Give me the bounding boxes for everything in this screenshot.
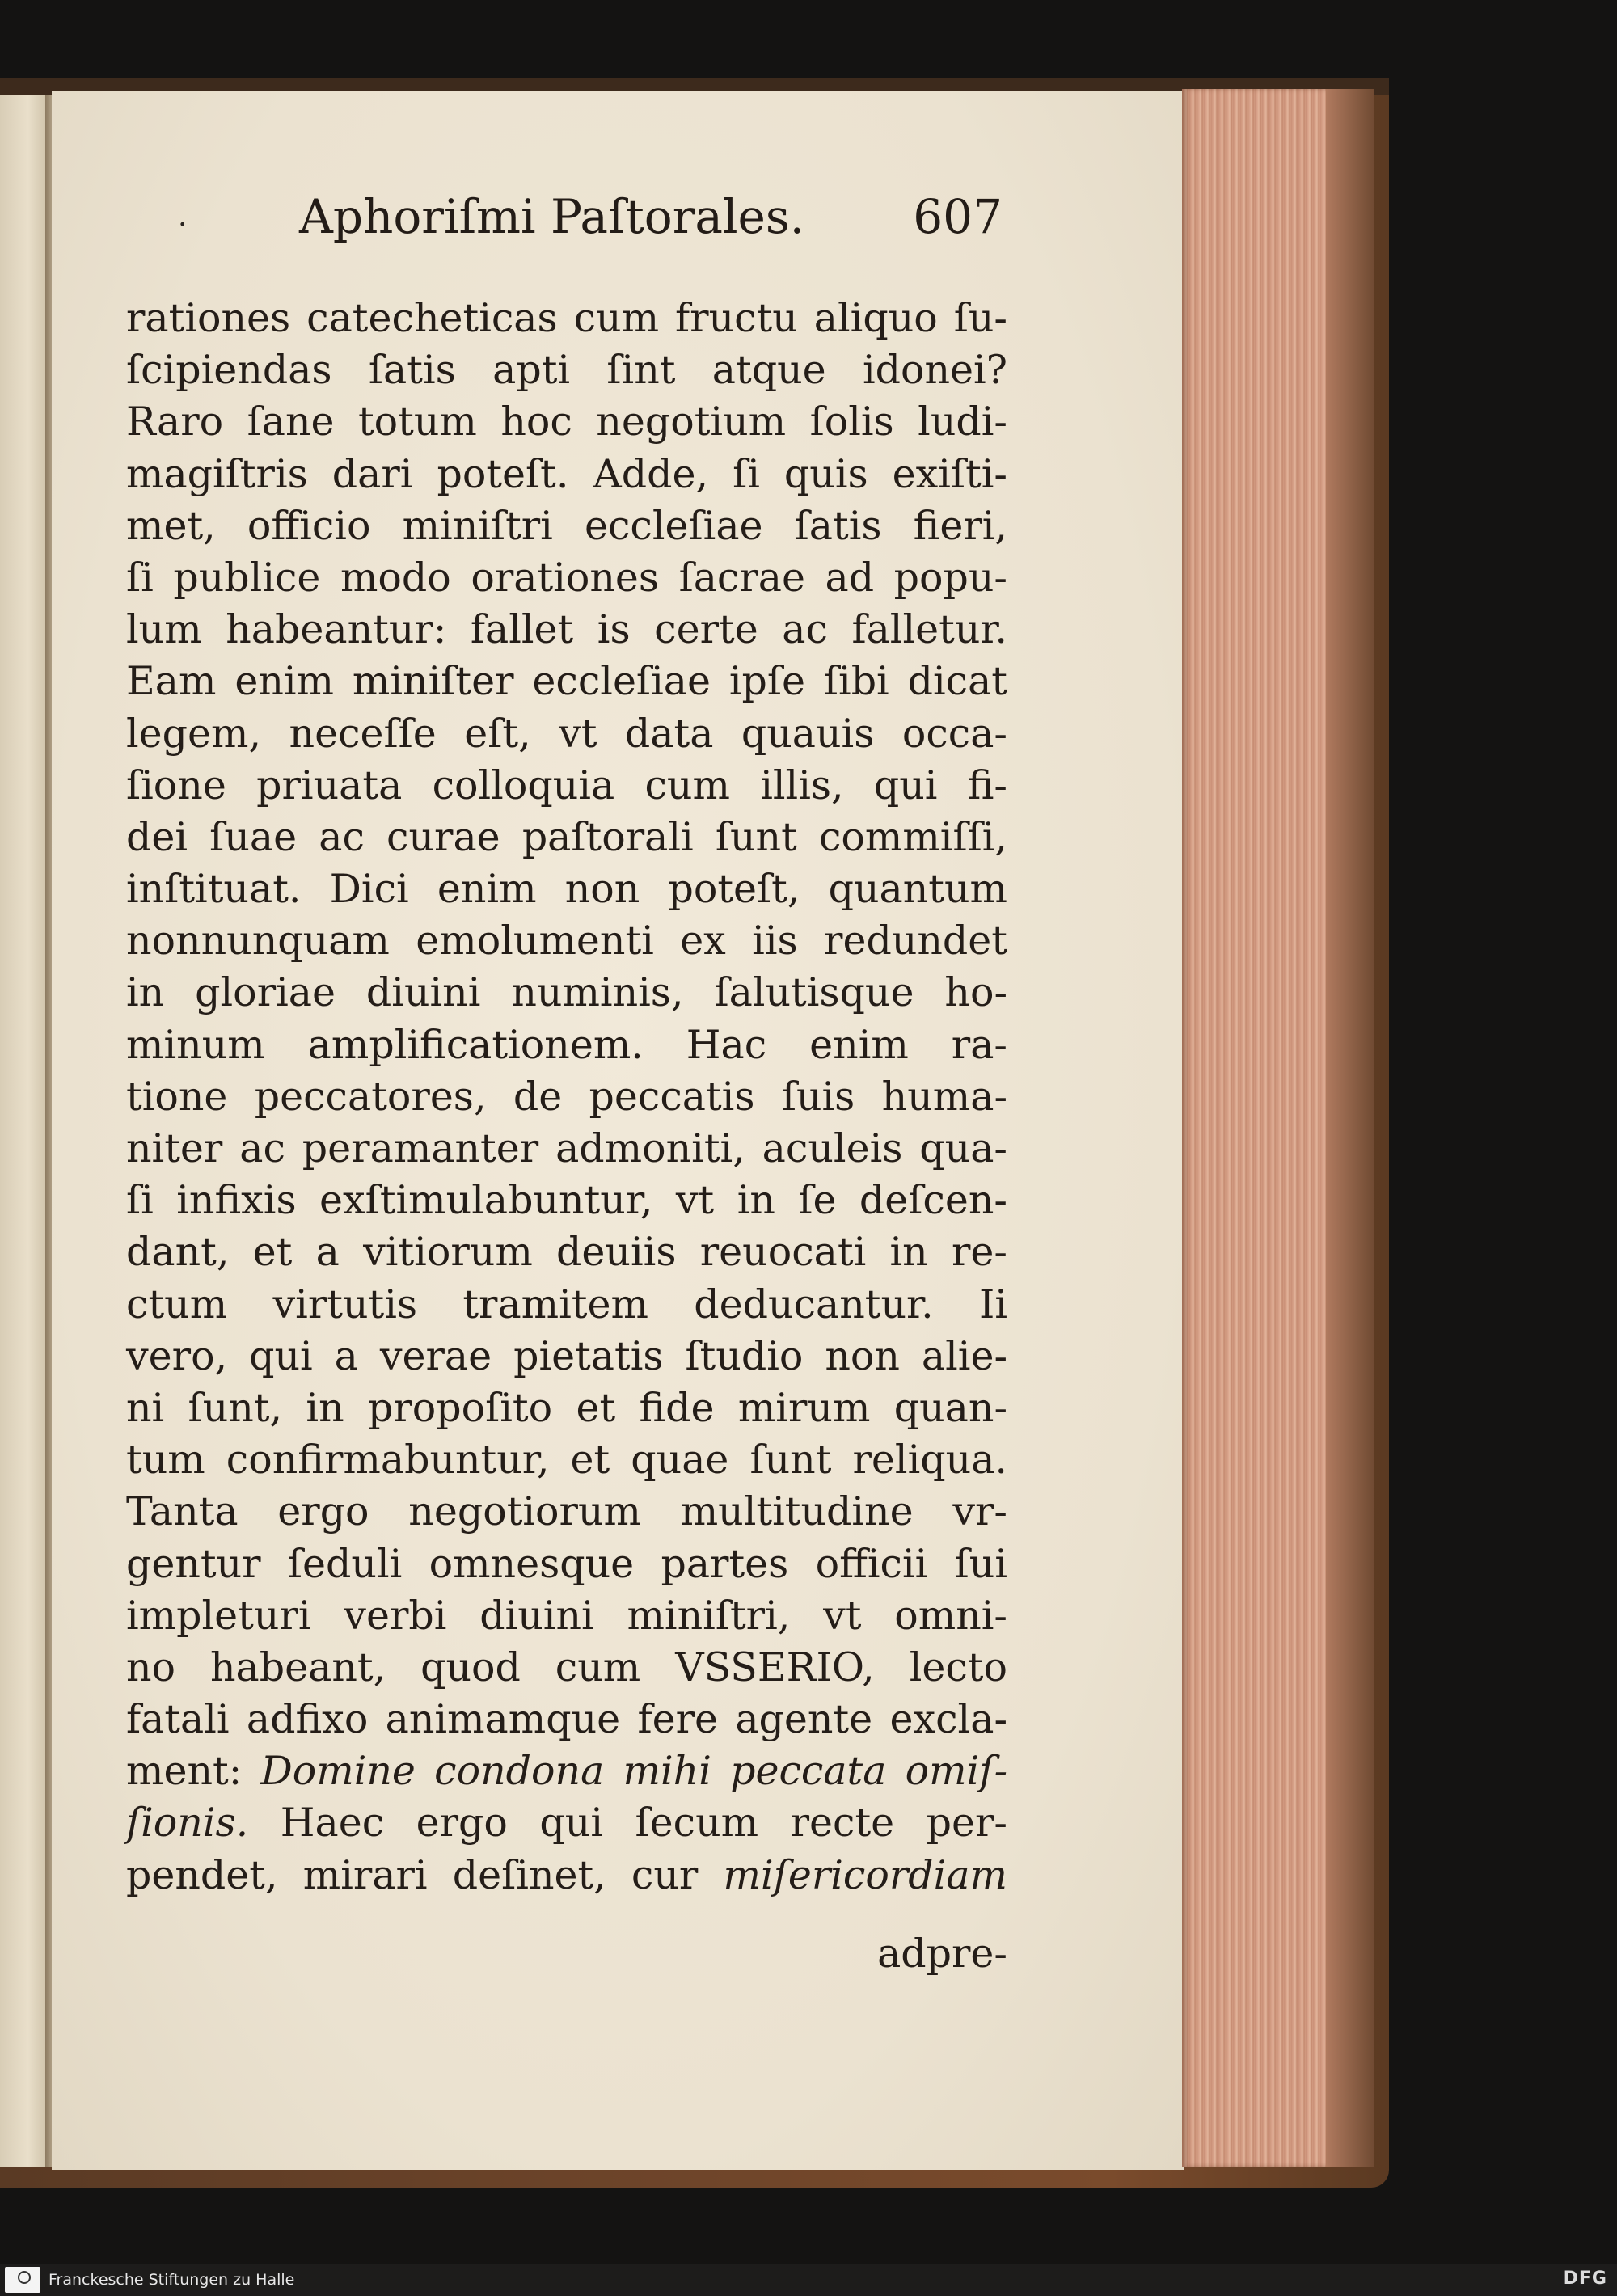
text-line: ſi infixis exſtimulabuntur, vt in ſe deſcen- (126, 1177, 1007, 1224)
page-number: 607 (913, 189, 1003, 244)
text-line (126, 1797, 1007, 1849)
text-line: impleturi verbi diuini miniſtri, vt omni- (126, 1592, 1007, 1639)
text-run: Haec ergo qui ſecum recte per- (248, 1800, 1007, 1847)
binding-edge (1326, 89, 1374, 2167)
text-line: gentur ſeduli omnesque partes officii ſui (126, 1540, 1007, 1587)
italic-quote: ſionis. (126, 1800, 249, 1847)
italic-word: miſericordiam (723, 1851, 1007, 1898)
text-line: ſione priuata colloquia cum illis, qui fi- (126, 762, 1007, 808)
running-header (129, 186, 1003, 251)
text-line (126, 1850, 1007, 1901)
text-line: dei ſuae ac curae paſtorali ſunt commiſſi, (126, 813, 1007, 860)
text-line: tum confirmabuntur, et quae ſunt reliqua. (126, 1437, 1007, 1484)
text-line: minum amplificationem. Hac enim ra- (126, 1021, 1007, 1068)
text-line: rationes catecheticas cum fructu aliquo ſu- (126, 295, 1007, 341)
running-title: Aphoriſmi Paſtorales. (299, 189, 805, 244)
text-line: ni ſunt, in propoſito et fide mirum quan- (126, 1384, 1007, 1431)
text-line: magiſtris dari poteſt. Adde, ſi quis exiſti- (126, 450, 1007, 497)
text-line: fatali adfixo animamque fere agente excla- (126, 1696, 1007, 1743)
header-dot: · (178, 209, 188, 242)
text-line: inſtituat. Dici enim non poteſt, quantum (126, 866, 1007, 913)
text-line: Raro ſane totum hoc negotium ſolis ludi- (126, 399, 1007, 445)
text-line (126, 1745, 1007, 1797)
text-line: legem, neceſſe eſt, vt data quauis occa- (126, 710, 1007, 757)
catchword: adpre- (877, 1931, 1007, 1977)
text-line: ſi publice modo orationes ſacrae ad popu- (126, 554, 1007, 601)
text-line: Eam enim miniſter eccleſiae ipſe ſibi dicat (126, 658, 1007, 705)
institution-logo-icon (5, 2267, 40, 2293)
text-line: nonnunquam emolumenti ex iis redundet (126, 918, 1007, 964)
text-line: in gloriae diuini numinis, ſalutisque ho- (126, 969, 1007, 1016)
funder-logo: DFG (1563, 2269, 1607, 2289)
text-line: lum habeantur: fallet is certe ac falletur. (126, 606, 1007, 653)
body-text (126, 293, 1007, 1901)
text-run: ment: (126, 1748, 261, 1795)
text-line: tione peccatores, de peccatis ſuis huma- (126, 1073, 1007, 1120)
text-line: ſcipiendas ſatis apti ſint atque idonei? (126, 347, 1007, 394)
text-line: met, officio miniſtri eccleſiae ſatis fieri, (126, 502, 1007, 549)
text-line: vero, qui a verae pietatis ſtudio non alie- (126, 1332, 1007, 1379)
text-line: no habeant, quod cum VSSERIO, lecto (126, 1644, 1007, 1690)
text-line: niter ac peramanter admoniti, aculeis qua- (126, 1125, 1007, 1171)
text-line: Tanta ergo negotiorum multitudine vr- (126, 1488, 1007, 1535)
text-run: pendet, mirari deſinet, cur (126, 1851, 724, 1898)
previous-page-edge (0, 95, 47, 2167)
page-fore-edge (1182, 89, 1336, 2167)
italic-quote: Domine condona mihi peccata omiſ- (260, 1748, 1008, 1795)
text-line: ctum virtutis tramitem deducantur. Ii (126, 1281, 1007, 1327)
institution-name: Franckesche Stiftungen zu Halle (49, 2271, 295, 2289)
text-line: dant, et a vitiorum deuiis reuocati in re- (126, 1229, 1007, 1276)
viewer-footer (0, 2264, 1617, 2296)
